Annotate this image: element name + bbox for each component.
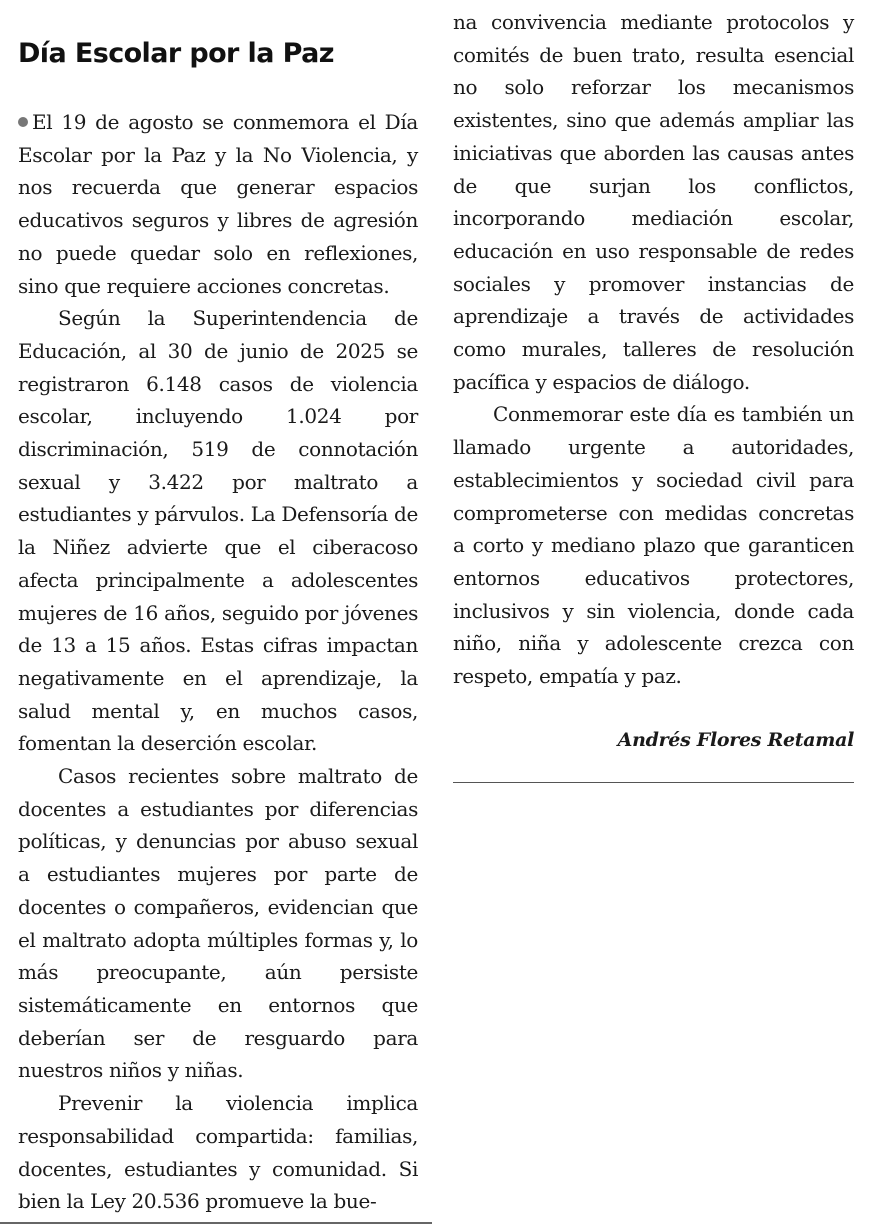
bullet-icon [18, 117, 28, 127]
right-column [453, 0, 854, 783]
article-paragraph-4: Prevenir la violencia implica responsabilidad compartida: familias, docentes, estudiantes y comunidad. Si bien la Ley 20.536 promueve la bue- [18, 1091, 418, 1214]
signature-divider [453, 782, 854, 783]
article-paragraph-5: na convivencia mediante protocolos y comités de buen trato, resulta esencial no solo reforzar los mecanismos existentes, sino que además ampliar las iniciativas que aborden las causas antes de que surjan los conflictos, incorporando mediación escolar, educación en uso responsable de redes sociales y promover instancias de aprendizaje a través de actividades como murales, talleres de resolución pacífica y espacios de diálogo. [453, 10, 854, 394]
article-paragraph-6: Conmemorar este día es también un llamado urgente a autoridades, establecimientos y sociedad civil para comprometerse con medidas concretas a corto y mediano plazo que garanticen entornos educativos protectores, inclusivos y sin violencia, donde cada niño, niña y adolescente crezca con respeto, empatía y paz. [453, 402, 854, 689]
article-paragraph-2: Según la Superintendencia de Educación, al 30 de junio de 2025 se registraron 6.148 casos de violencia escolar, incluyendo 1.024 por discriminación, 519 de connotación sexual y 3.422 por maltrato a estudiantes y párvulos. La Defensoría de la Niñez advierte que el ciberacoso afecta principalmente a adolescentes mujeres de 16 años, seguido por jóvenes de 13 a 15 años. Estas cifras impactan negativamente en el aprendizaje, la salud mental y, en muchos casos, fomentan la deserción escolar. [18, 306, 418, 756]
article-paragraph-1 [18, 106, 418, 302]
article-paragraph-3: Casos recientes sobre maltrato de docentes a estudiantes por diferencias políticas, y denuncias por abuso sexual a estudiantes mujeres por parte de docentes o compañeros, evidencian que el maltrato adopta múltiples formas y, lo más preocupante, aún persiste sistemáticamente en entornos que deberían ser de resguardo para nuestros niños y niñas. [18, 764, 418, 1083]
left-column [18, 0, 418, 1218]
bottom-divider [0, 1222, 432, 1224]
paragraph-1-text: El 19 de agosto se conmemora el Día Escolar por la Paz y la No Violencia, y nos recuerda que generar espacios educativos seguros y libres de agresión no puede quedar solo en reflexiones, sino que requiere acciones concretas. [18, 110, 418, 298]
article-headline: Día Escolar por la Paz [18, 38, 334, 69]
author-signature: Andrés Flores Retamal [617, 728, 854, 751]
